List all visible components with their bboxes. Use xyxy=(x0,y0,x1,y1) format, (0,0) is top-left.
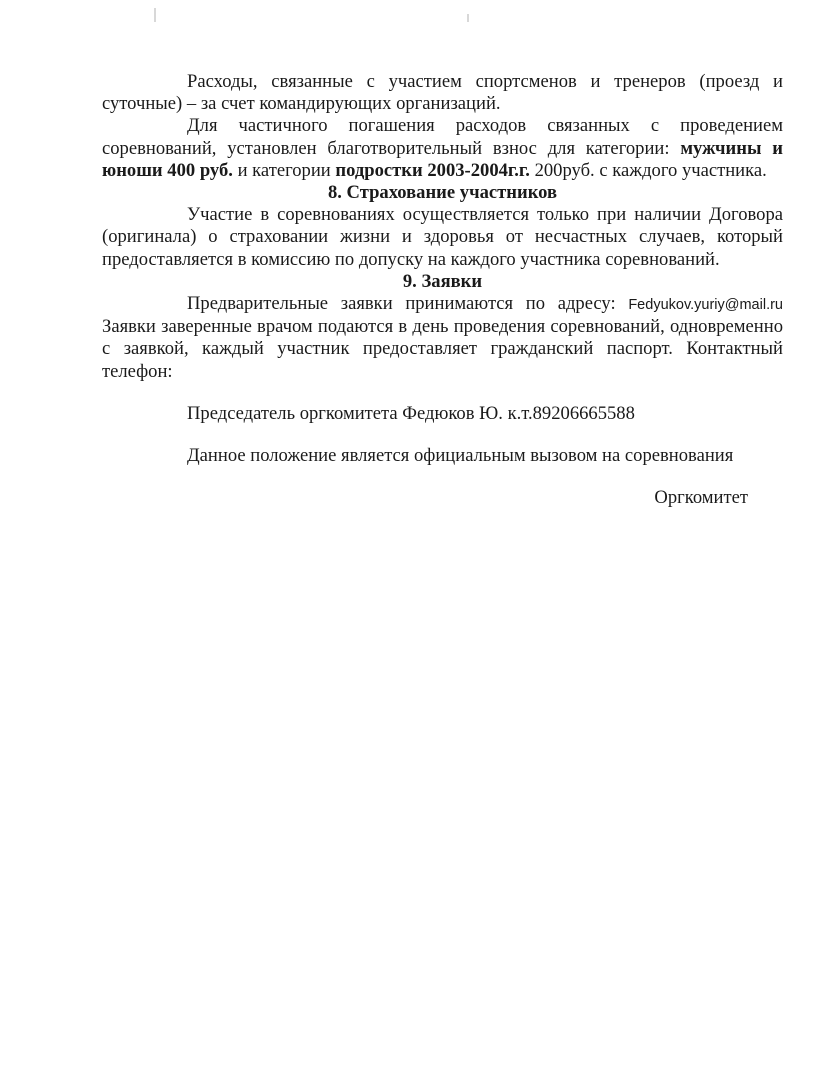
fee-teenagers-category: подростки 2003-2004г.г. xyxy=(335,159,530,181)
organizing-committee-signature: Оргкомитет xyxy=(654,487,748,509)
section-9-heading: 9. Заявки xyxy=(402,270,483,292)
applications-text: Предварительные заявки принимаются по адресу: xyxy=(187,293,629,315)
fee-paragraph xyxy=(102,115,783,182)
email-address: Fedyukov.yuriy@mail.ru xyxy=(628,297,783,314)
expenses-paragraph: Расходы, связанные с участием спортсменов и тренеров (проезд и суточные) – за счет командирующих организаций. xyxy=(102,71,783,115)
section-9-text xyxy=(102,293,783,383)
applications-text: Заявки заверенные врачом подаются в день проведения соревнований, одновременно с заявкой, каждый участник предоставляет гражданский паспорт. Контактный телефон: xyxy=(102,316,783,382)
official-call-statement: Данное положение является официальным вызовом на соревнования xyxy=(187,445,734,467)
fee-text: и категории xyxy=(232,159,336,181)
fee-text: Для частичного погашения расходов связанных с проведением соревнований, установлен благотворительный взнос для категории: xyxy=(102,115,783,159)
scan-artifact xyxy=(467,14,469,22)
section-8-heading: 8. Страхование участников xyxy=(327,182,558,204)
chairman-contact: Председатель оргкомитета Федюков Ю. к.т.89206665588 xyxy=(187,402,635,424)
fee-text: 200руб. с каждого участника. xyxy=(529,159,767,181)
section-8-text: Участие в соревнованиях осуществляется только при наличии Договора (оригинала) о страховании жизни и здоровья от несчастных случаев, который предоставляется в комиссию по допуску на каждого участника соревнований. xyxy=(102,204,783,270)
document-page xyxy=(102,71,783,509)
scan-artifact xyxy=(154,8,156,22)
fee-men-juniors: мужчины и юноши 400 руб. xyxy=(102,137,783,181)
